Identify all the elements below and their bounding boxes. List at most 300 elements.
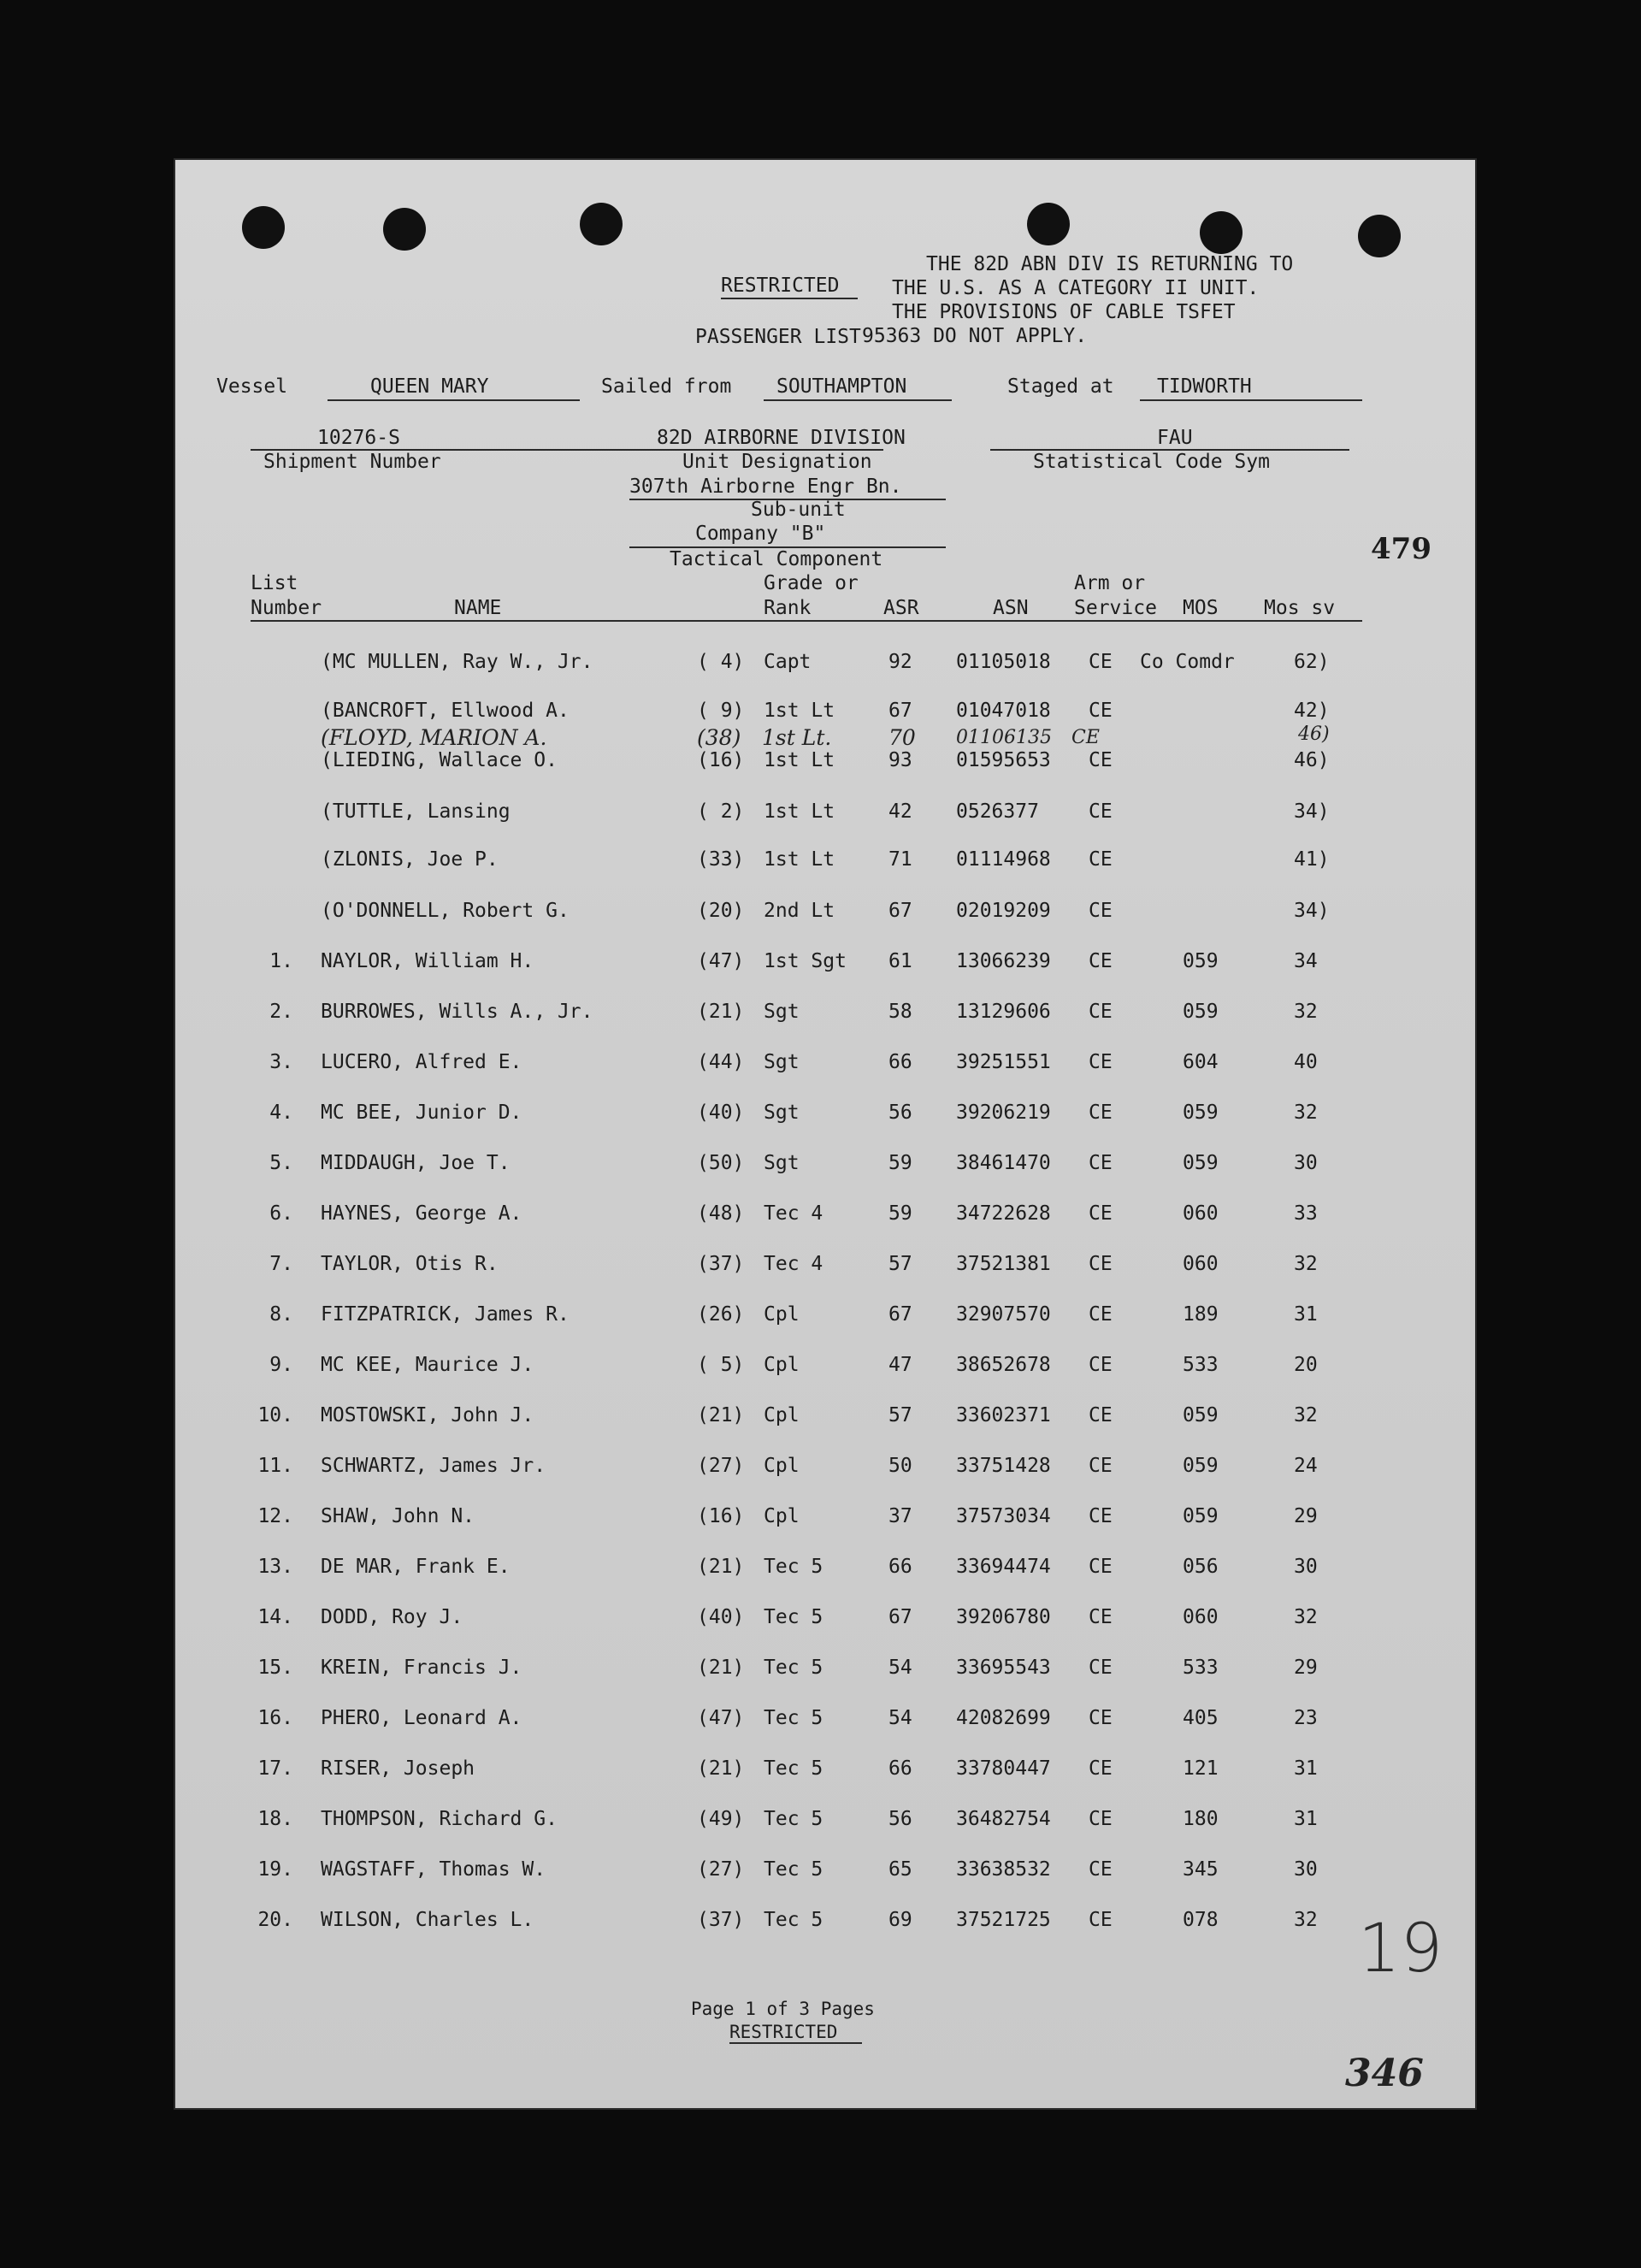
- grade-cell: (47): [697, 950, 745, 972]
- arm-cell: CE: [1089, 848, 1113, 871]
- rank-cell: 1st Lt: [764, 700, 835, 722]
- asr-cell: 69: [888, 1909, 912, 1931]
- asr-cell: 61: [888, 950, 912, 972]
- mos-cell: 078: [1183, 1909, 1219, 1931]
- list-cell: 9.: [269, 1354, 293, 1376]
- handwritten-asn: 01106135: [956, 727, 1052, 748]
- rank-cell: Tec 5: [764, 1707, 823, 1729]
- grade-cell: (27): [697, 1455, 745, 1477]
- name-cell: (TUTTLE, Lansing: [321, 800, 511, 823]
- enlisted-row: [174, 1555, 1477, 1580]
- sv-cell: 34): [1294, 900, 1330, 922]
- enlisted-row: [174, 1151, 1477, 1177]
- asn-cell: 39251551: [956, 1051, 1051, 1073]
- grade-cell: (16): [697, 1505, 745, 1527]
- list-cell: 13.: [257, 1556, 293, 1578]
- rank-cell: 1st Lt: [764, 749, 835, 771]
- rank-cell: Sgt: [764, 1152, 800, 1174]
- shipment-label: Shipment Number: [263, 451, 441, 473]
- underline: [721, 298, 858, 299]
- arm-cell: CE: [1089, 1757, 1113, 1780]
- sv-cell: 29: [1294, 1505, 1318, 1527]
- asn-cell: 13129606: [956, 1001, 1051, 1023]
- grade-cell: ( 2): [697, 800, 745, 823]
- enlisted-row: [174, 1807, 1477, 1833]
- rank-cell: 1st Lt: [764, 848, 835, 871]
- sub-unit-label: Sub-unit: [751, 499, 846, 521]
- grade-cell: (44): [697, 1051, 745, 1073]
- asn-cell: 37573034: [956, 1505, 1051, 1527]
- list-cell: 12.: [257, 1505, 293, 1527]
- enlisted-row: [174, 1656, 1477, 1681]
- mos-cell: 059: [1183, 1102, 1219, 1124]
- list-cell: 15.: [257, 1657, 293, 1679]
- rank-cell: Cpl: [764, 1404, 800, 1426]
- notice-line: THE U.S. AS A CATEGORY II UNIT.: [892, 277, 1260, 299]
- asn-cell: 38461470: [956, 1152, 1051, 1174]
- arm-cell: CE: [1089, 1606, 1113, 1628]
- asn-cell: 38652678: [956, 1354, 1051, 1376]
- mos-cell: 059: [1183, 1505, 1219, 1527]
- asr-cell: 66: [888, 1757, 912, 1780]
- punch-hole: [1027, 203, 1070, 245]
- list-cell: 7.: [269, 1253, 293, 1275]
- name-cell: (BANCROFT, Ellwood A.: [321, 700, 570, 722]
- col-list-header-2: Number: [251, 597, 322, 619]
- sv-cell: 23: [1294, 1707, 1318, 1729]
- underline: [764, 399, 952, 401]
- name-cell: (MC MULLEN, Ray W., Jr.: [321, 651, 593, 673]
- rank-cell: Tec 5: [764, 1909, 823, 1931]
- rank-cell: Cpl: [764, 1354, 800, 1376]
- mos-cell: 060: [1183, 1606, 1219, 1628]
- asn-cell: 01105018: [956, 651, 1051, 673]
- grade-cell: (50): [697, 1152, 745, 1174]
- list-cell: 4.: [269, 1102, 293, 1124]
- asr-cell: 66: [888, 1051, 912, 1073]
- grade-cell: ( 4): [697, 651, 745, 673]
- grade-cell: (26): [697, 1303, 745, 1326]
- asn-cell: 33695543: [956, 1657, 1051, 1679]
- asr-cell: 47: [888, 1354, 912, 1376]
- enlisted-row: [174, 1000, 1477, 1025]
- enlisted-row: [174, 1706, 1477, 1732]
- enlisted-row: [174, 1858, 1477, 1883]
- sv-cell: 30: [1294, 1858, 1318, 1881]
- sv-cell: 30: [1294, 1152, 1318, 1174]
- mos-cell: 059: [1183, 1455, 1219, 1477]
- underline: [1140, 399, 1362, 401]
- list-cell: 2.: [269, 1001, 293, 1023]
- arm-cell: CE: [1089, 1455, 1113, 1477]
- mos-cell: 604: [1183, 1051, 1219, 1073]
- col-asr-header: ASR: [883, 597, 919, 619]
- arm-cell: CE: [1089, 1556, 1113, 1578]
- officer-row: [174, 800, 1477, 825]
- asr-cell: 50: [888, 1455, 912, 1477]
- list-cell: 14.: [257, 1606, 293, 1628]
- sv-cell: 32: [1294, 1001, 1318, 1023]
- arm-cell: CE: [1089, 700, 1113, 722]
- name-cell: FITZPATRICK, James R.: [321, 1303, 570, 1326]
- rank-cell: 2nd Lt: [764, 900, 835, 922]
- asr-cell: 67: [888, 900, 912, 922]
- asr-cell: 54: [888, 1657, 912, 1679]
- underline: [729, 2042, 862, 2044]
- sv-cell: 34): [1294, 800, 1330, 823]
- notice-line: THE 82D ABN DIV IS RETURNING TO: [926, 253, 1294, 275]
- rank-cell: Cpl: [764, 1455, 800, 1477]
- grade-cell: (21): [697, 1657, 745, 1679]
- asr-cell: 37: [888, 1505, 912, 1527]
- mos-cell: 180: [1183, 1808, 1219, 1830]
- arm-cell: CE: [1089, 1001, 1113, 1023]
- unit-designation-label: Unit Designation: [682, 451, 872, 473]
- sv-cell: 31: [1294, 1757, 1318, 1780]
- handwritten-number: 346: [1345, 2052, 1424, 2095]
- asn-cell: 33751428: [956, 1455, 1051, 1477]
- grade-cell: (33): [697, 848, 745, 871]
- officer-row: [174, 748, 1477, 774]
- col-mos-header: MOS: [1183, 597, 1219, 619]
- name-cell: DE MAR, Frank E.: [321, 1556, 511, 1578]
- vessel-label: Vessel: [216, 375, 288, 398]
- grade-cell: (21): [697, 1757, 745, 1780]
- document-page: [174, 158, 1477, 2110]
- rank-cell: Tec 5: [764, 1606, 823, 1628]
- name-cell: BURROWES, Wills A., Jr.: [321, 1001, 593, 1023]
- sv-cell: 42): [1294, 700, 1330, 722]
- officer-row: [174, 650, 1477, 676]
- grade-cell: (21): [697, 1404, 745, 1426]
- asr-cell: 57: [888, 1404, 912, 1426]
- mos-cell: 121: [1183, 1757, 1219, 1780]
- list-cell: 6.: [269, 1202, 293, 1225]
- asr-cell: 59: [888, 1202, 912, 1225]
- name-cell: RISER, Joseph: [321, 1757, 475, 1780]
- statistical-code-label: Statistical Code Sym: [1033, 451, 1270, 473]
- asn-cell: 02019209: [956, 900, 1051, 922]
- enlisted-row: [174, 1454, 1477, 1480]
- shipment-number: 10276-S: [317, 427, 400, 449]
- grade-cell: (20): [697, 900, 745, 922]
- asn-cell: 33602371: [956, 1404, 1051, 1426]
- arm-cell: CE: [1089, 1808, 1113, 1830]
- asr-cell: 56: [888, 1102, 912, 1124]
- col-grade-header: Grade or: [764, 572, 859, 594]
- asn-cell: 13066239: [956, 950, 1051, 972]
- grade-cell: (48): [697, 1202, 745, 1225]
- grade-cell: (21): [697, 1001, 745, 1023]
- arm-cell: CE: [1089, 1152, 1113, 1174]
- staged-at-value: TIDWORTH: [1157, 375, 1252, 398]
- punch-hole: [242, 206, 285, 249]
- handwritten-rank: 1st Lt.: [762, 725, 832, 750]
- rank-cell: 1st Sgt: [764, 950, 847, 972]
- name-cell: (LIEDING, Wallace O.: [321, 749, 558, 771]
- col-rank-header: Rank: [764, 597, 812, 619]
- grade-cell: (49): [697, 1808, 745, 1830]
- arm-cell: CE: [1089, 1657, 1113, 1679]
- rank-cell: Tec 5: [764, 1556, 823, 1578]
- arm-cell: CE: [1089, 950, 1113, 972]
- sv-cell: 32: [1294, 1909, 1318, 1931]
- mos-cell: 059: [1183, 1152, 1219, 1174]
- enlisted-row: [174, 1252, 1477, 1278]
- asn-cell: 33638532: [956, 1858, 1051, 1881]
- handwritten-sv: 46): [1298, 724, 1330, 745]
- unit-designation: 82D AIRBORNE DIVISION: [657, 427, 906, 449]
- col-mos-sv-header: Mos sv: [1264, 597, 1336, 619]
- asn-cell: 39206219: [956, 1102, 1051, 1124]
- enlisted-row: [174, 1353, 1477, 1379]
- asn-cell: 36482754: [956, 1808, 1051, 1830]
- rank-cell: Tec 4: [764, 1253, 823, 1275]
- name-cell: DODD, Roy J.: [321, 1606, 463, 1628]
- mos-cell: 533: [1183, 1657, 1219, 1679]
- sv-cell: 62): [1294, 651, 1330, 673]
- grade-cell: (21): [697, 1556, 745, 1578]
- grade-cell: (37): [697, 1909, 745, 1931]
- arm-cell: CE: [1089, 749, 1113, 771]
- asr-cell: 93: [888, 749, 912, 771]
- col-service-header: Service: [1074, 597, 1157, 619]
- staged-at-label: Staged at: [1007, 375, 1114, 398]
- grade-cell: (47): [697, 1707, 745, 1729]
- mos-cell: 059: [1183, 1404, 1219, 1426]
- rank-cell: Capt: [764, 651, 812, 673]
- vessel-value: QUEEN MARY: [370, 375, 489, 398]
- officer-row: [174, 848, 1477, 873]
- list-cell: 16.: [257, 1707, 293, 1729]
- asn-cell: 37521381: [956, 1253, 1051, 1275]
- handwritten-asr: 70: [888, 725, 916, 750]
- arm-cell: CE: [1089, 1051, 1113, 1073]
- sv-cell: 40: [1294, 1051, 1318, 1073]
- asn-cell: 01047018: [956, 700, 1051, 722]
- officer-row: [174, 899, 1477, 924]
- asr-cell: 57: [888, 1253, 912, 1275]
- asr-cell: 92: [888, 651, 912, 673]
- col-name-header: NAME: [454, 597, 502, 619]
- asr-cell: 59: [888, 1152, 912, 1174]
- underline: [328, 399, 580, 401]
- asn-cell: 01595653: [956, 749, 1051, 771]
- grade-cell: (40): [697, 1102, 745, 1124]
- list-cell: 10.: [257, 1404, 293, 1426]
- asr-cell: 67: [888, 1606, 912, 1628]
- notice-line: 95363 DO NOT APPLY.: [862, 325, 1088, 347]
- punch-hole: [580, 203, 623, 245]
- grade-cell: ( 9): [697, 700, 745, 722]
- restricted-header: RESTRICTED: [721, 275, 840, 297]
- grade-cell: (37): [697, 1253, 745, 1275]
- arm-cell: CE: [1089, 1202, 1113, 1225]
- name-cell: NAYLOR, William H.: [321, 950, 534, 972]
- asn-cell: 32907570: [956, 1303, 1051, 1326]
- list-cell: 1.: [269, 950, 293, 972]
- restricted-footer: RESTRICTED: [729, 2022, 838, 2042]
- arm-cell: CE: [1089, 651, 1113, 673]
- name-cell: MC BEE, Junior D.: [321, 1102, 522, 1124]
- name-cell: SCHWARTZ, James Jr.: [321, 1455, 546, 1477]
- sv-cell: 32: [1294, 1404, 1318, 1426]
- col-asn-header: ASN: [993, 597, 1029, 619]
- arm-cell: CE: [1089, 800, 1113, 823]
- arm-cell: CE: [1089, 900, 1113, 922]
- name-cell: HAYNES, George A.: [321, 1202, 522, 1225]
- punch-hole: [1358, 215, 1401, 257]
- mos-cell: 059: [1183, 1001, 1219, 1023]
- mos-cell: 189: [1183, 1303, 1219, 1326]
- list-cell: 11.: [257, 1455, 293, 1477]
- asr-cell: 71: [888, 848, 912, 871]
- name-cell: (O'DONNELL, Robert G.: [321, 900, 570, 922]
- enlisted-row: [174, 1202, 1477, 1227]
- sv-cell: 34: [1294, 950, 1318, 972]
- sv-cell: 20: [1294, 1354, 1318, 1376]
- sv-cell: 29: [1294, 1657, 1318, 1679]
- asn-cell: 37521725: [956, 1909, 1051, 1931]
- mos-cell: 345: [1183, 1858, 1219, 1881]
- rank-cell: Tec 5: [764, 1757, 823, 1780]
- name-cell: SHAW, John N.: [321, 1505, 475, 1527]
- rank-cell: Sgt: [764, 1051, 800, 1073]
- list-cell: 3.: [269, 1051, 293, 1073]
- mos-cell: 405: [1183, 1707, 1219, 1729]
- asr-cell: 56: [888, 1808, 912, 1830]
- header-underline: [251, 620, 1362, 622]
- sub-unit: 307th Airborne Engr Bn.: [629, 475, 902, 498]
- enlisted-row: [174, 1908, 1477, 1934]
- arm-cell: CE: [1089, 1707, 1113, 1729]
- name-cell: TAYLOR, Otis R.: [321, 1253, 499, 1275]
- col-list-header: List: [251, 572, 298, 594]
- list-cell: 19.: [257, 1858, 293, 1881]
- list-cell: 17.: [257, 1757, 293, 1780]
- mos-cell: 060: [1183, 1202, 1219, 1225]
- name-cell: MIDDAUGH, Joe T.: [321, 1152, 511, 1174]
- enlisted-row: [174, 1101, 1477, 1126]
- rank-cell: Cpl: [764, 1303, 800, 1326]
- mos-cell: 060: [1183, 1253, 1219, 1275]
- rank-cell: Cpl: [764, 1505, 800, 1527]
- arm-cell: CE: [1089, 1253, 1113, 1275]
- asr-cell: 67: [888, 1303, 912, 1326]
- sv-cell: 31: [1294, 1303, 1318, 1326]
- asn-cell: 34722628: [956, 1202, 1051, 1225]
- mos-cell: Co Comdr: [1140, 651, 1235, 673]
- sv-cell: 24: [1294, 1455, 1318, 1477]
- stamped-number: 479: [1371, 532, 1431, 566]
- mos-cell: 056: [1183, 1556, 1219, 1578]
- rank-cell: Tec 5: [764, 1657, 823, 1679]
- grade-cell: ( 5): [697, 1354, 745, 1376]
- asr-cell: 67: [888, 700, 912, 722]
- grade-cell: (40): [697, 1606, 745, 1628]
- grade-cell: (27): [697, 1858, 745, 1881]
- asr-cell: 66: [888, 1556, 912, 1578]
- enlisted-row: [174, 1302, 1477, 1328]
- rank-cell: Sgt: [764, 1102, 800, 1124]
- passenger-list-title: PASSENGER LIST: [695, 326, 861, 348]
- rank-cell: 1st Lt: [764, 800, 835, 823]
- rank-cell: Sgt: [764, 1001, 800, 1023]
- asn-cell: 01114968: [956, 848, 1051, 871]
- enlisted-row: [174, 1504, 1477, 1530]
- name-cell: KREIN, Francis J.: [321, 1657, 522, 1679]
- asr-cell: 54: [888, 1707, 912, 1729]
- handwritten-arm: CE: [1071, 727, 1100, 748]
- sv-cell: 32: [1294, 1253, 1318, 1275]
- sv-cell: 46): [1294, 749, 1330, 771]
- asn-cell: 42082699: [956, 1707, 1051, 1729]
- name-cell: WILSON, Charles L.: [321, 1909, 534, 1931]
- punch-hole: [383, 208, 426, 251]
- name-cell: PHERO, Leonard A.: [321, 1707, 522, 1729]
- sailed-from-value: SOUTHAMPTON: [776, 375, 907, 398]
- handwritten-grade: (38): [697, 725, 741, 750]
- sv-cell: 32: [1294, 1102, 1318, 1124]
- enlisted-row: [174, 1605, 1477, 1631]
- name-cell: MOSTOWSKI, John J.: [321, 1404, 534, 1426]
- sailed-from-label: Sailed from: [601, 375, 732, 398]
- arm-cell: CE: [1089, 1858, 1113, 1881]
- asr-cell: 58: [888, 1001, 912, 1023]
- grade-cell: (16): [697, 749, 745, 771]
- asn-cell: 33694474: [956, 1556, 1051, 1578]
- asr-cell: 42: [888, 800, 912, 823]
- sv-cell: 31: [1294, 1808, 1318, 1830]
- notice-line: THE PROVISIONS OF CABLE TSFET: [892, 301, 1236, 323]
- statistical-code: FAU: [1157, 427, 1193, 449]
- asn-cell: 0526377: [956, 800, 1039, 823]
- list-cell: 8.: [269, 1303, 293, 1326]
- asn-cell: 33780447: [956, 1757, 1051, 1780]
- mos-cell: 533: [1183, 1354, 1219, 1376]
- rank-cell: Tec 4: [764, 1202, 823, 1225]
- name-cell: WAGSTAFF, Thomas W.: [321, 1858, 546, 1881]
- list-cell: 20.: [257, 1909, 293, 1931]
- sv-cell: 33: [1294, 1202, 1318, 1225]
- mos-cell: 059: [1183, 950, 1219, 972]
- officer-row: [174, 699, 1477, 724]
- arm-cell: CE: [1089, 1909, 1113, 1931]
- name-cell: MC KEE, Maurice J.: [321, 1354, 534, 1376]
- tactical-component-label: Tactical Component: [670, 548, 883, 570]
- rank-cell: Tec 5: [764, 1858, 823, 1881]
- handwritten-count: 19: [1358, 1911, 1443, 1987]
- sv-cell: 41): [1294, 848, 1330, 871]
- rank-cell: Tec 5: [764, 1808, 823, 1830]
- name-cell: (ZLONIS, Joe P.: [321, 848, 499, 871]
- arm-cell: CE: [1089, 1354, 1113, 1376]
- col-arm-header: Arm or: [1074, 572, 1146, 594]
- arm-cell: CE: [1089, 1404, 1113, 1426]
- handwritten-name: (FLOYD, MARION A.: [321, 725, 547, 750]
- enlisted-row: [174, 1403, 1477, 1429]
- arm-cell: CE: [1089, 1505, 1113, 1527]
- enlisted-row: [174, 949, 1477, 975]
- sv-cell: 32: [1294, 1606, 1318, 1628]
- page-indicator: Page 1 of 3 Pages: [691, 1999, 875, 2019]
- enlisted-row: [174, 1050, 1477, 1076]
- sv-cell: 30: [1294, 1556, 1318, 1578]
- list-cell: 5.: [269, 1152, 293, 1174]
- arm-cell: CE: [1089, 1303, 1113, 1326]
- enlisted-row: [174, 1757, 1477, 1782]
- list-cell: 18.: [257, 1808, 293, 1830]
